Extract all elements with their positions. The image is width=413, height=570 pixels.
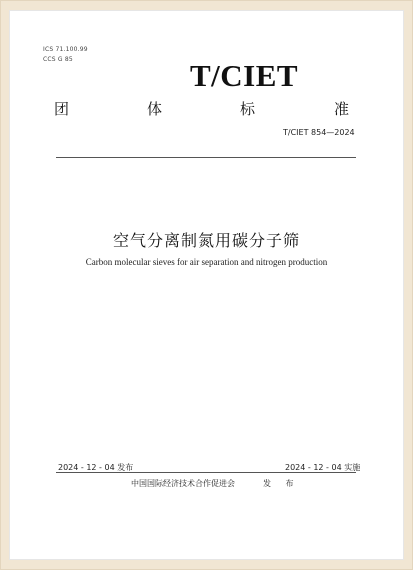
document-title-chinese: 空气分离制氮用碳分子筛	[112, 231, 300, 250]
publish-date: 2024 - 12 - 04 发布	[58, 463, 134, 472]
header-divider	[56, 157, 356, 158]
standard-type-char-1: 团	[54, 100, 70, 118]
publisher-name: 中国国际经济技术合作促进会	[131, 479, 235, 488]
standard-number: T/CIET 854—2024	[283, 128, 355, 137]
standard-brand: T/CIET	[190, 58, 299, 93]
standard-type-char-4: 准	[334, 100, 350, 118]
standard-type-char-3: 标	[240, 100, 256, 118]
publish-label: 发 布	[263, 479, 300, 488]
document-title-english: Carbon molecular sieves for air separation and nitrogen production	[85, 257, 328, 267]
ics-code: ICS 71.100.99	[43, 46, 88, 53]
ccs-code: CCS G 85	[43, 56, 73, 63]
implement-date: 2024 - 12 - 04 实施	[285, 463, 361, 472]
footer-divider	[56, 472, 356, 473]
standard-type-char-2: 体	[147, 100, 163, 118]
